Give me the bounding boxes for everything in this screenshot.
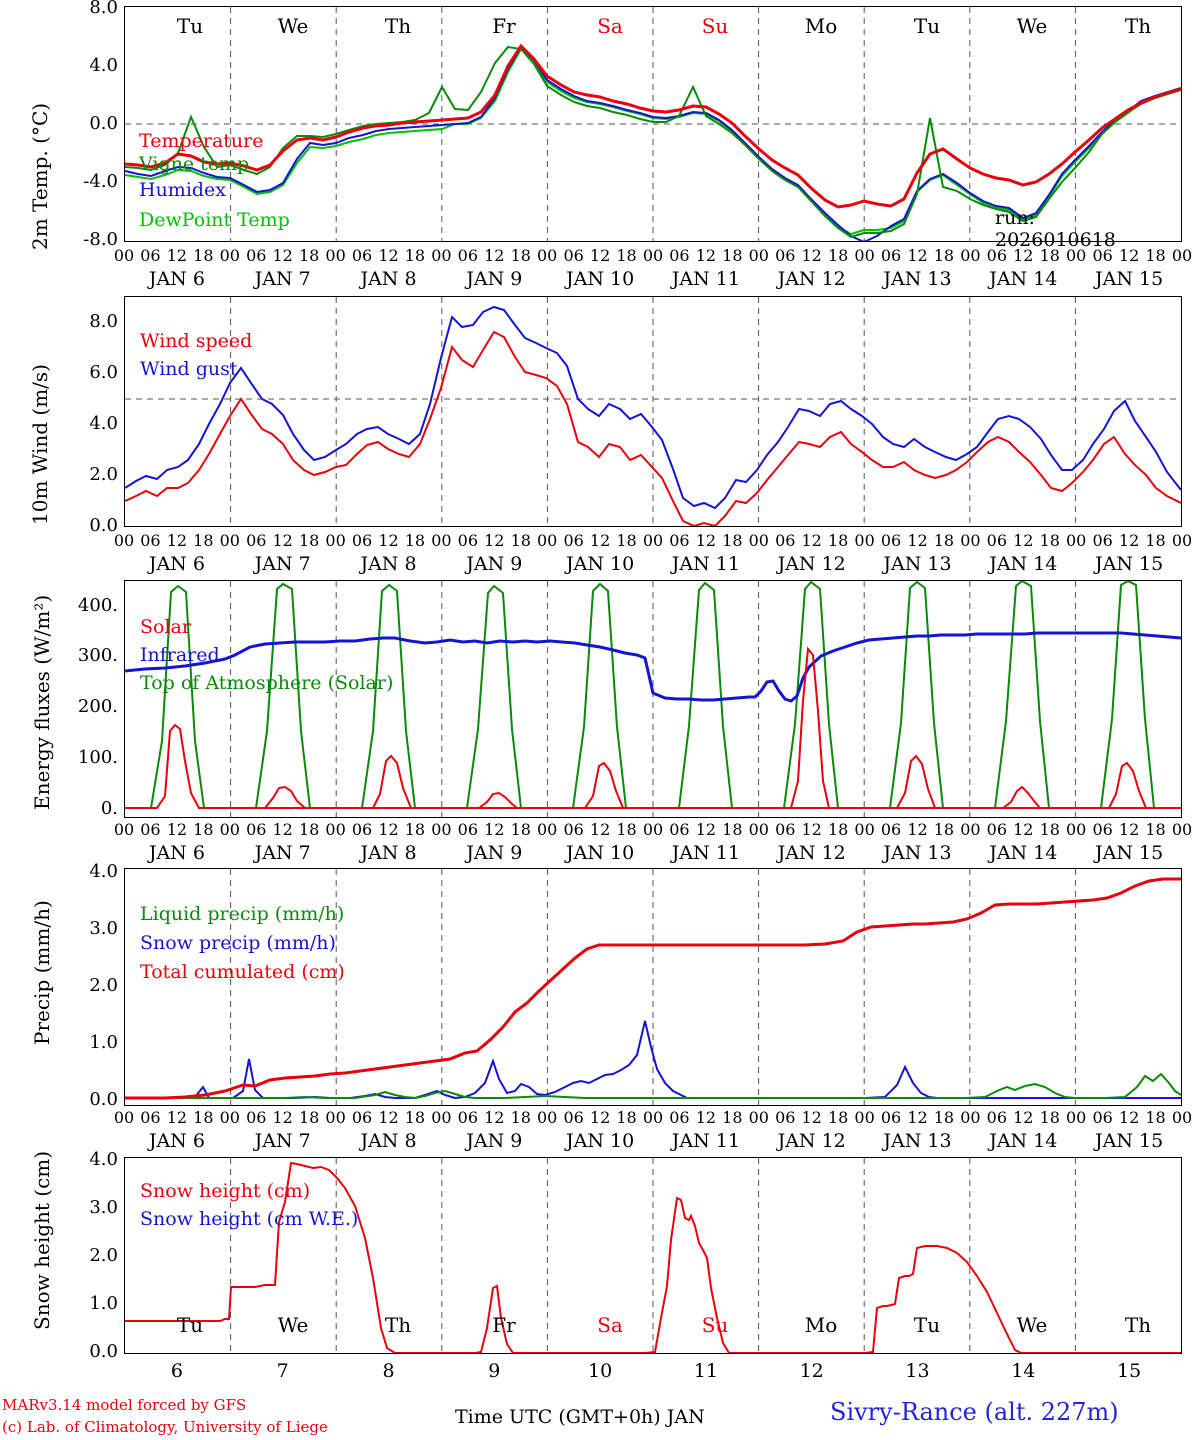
xtick-date: JAN 14	[989, 268, 1058, 290]
xtick-hour: 06	[880, 246, 902, 265]
xtick-date: JAN 11	[671, 268, 740, 290]
axis-label-snow-height: Snow height (cm)	[30, 1150, 54, 1330]
xtick-date: JAN 12	[777, 268, 846, 290]
xtick-day-number: 15	[1117, 1360, 1142, 1382]
xtick-hour: 06	[246, 531, 267, 550]
xtick-date: JAN 7	[254, 553, 311, 575]
legend-snow-height: Snow height (cm)	[140, 1180, 311, 1202]
xtick-hour: 06	[986, 246, 1008, 265]
xtick-hour: 06	[1092, 246, 1113, 265]
xtick-hour: 00	[325, 820, 346, 839]
xtick-hour: 06	[669, 1108, 690, 1127]
xtick-hour: 00	[537, 246, 558, 265]
ytick-energy-200: 200.	[77, 696, 118, 717]
xtick-hour: 00	[537, 820, 558, 839]
xtick-hour: 18	[404, 246, 426, 265]
inner-day-label-sa-1: Sa	[597, 1313, 623, 1337]
xtick-hour: 18	[193, 820, 214, 839]
xtick-hour: 00	[113, 531, 135, 550]
ytick-wind-6: 6.0	[89, 362, 118, 383]
xtick-hour: 18	[404, 820, 426, 839]
xtick-date: JAN 7	[254, 268, 311, 290]
xtick-hour: 06	[880, 820, 902, 839]
xtick-hour: 12	[1118, 820, 1140, 839]
xtick-hour: 18	[1039, 531, 1060, 550]
xtick-hour: 00	[1066, 820, 1087, 839]
xtick-date: JAN 15	[1095, 553, 1164, 575]
axis-label-temperature: 2m Temp. (°C)	[28, 102, 52, 250]
xtick-hour: 00	[748, 246, 769, 265]
xtick-hour: 18	[933, 246, 955, 265]
xtick-hour: 12	[695, 1108, 717, 1127]
xtick-hour: 18	[298, 246, 320, 265]
legend-temperature: Temperature	[139, 130, 264, 152]
xtick-day-number: 9	[488, 1360, 501, 1382]
axis-label-precip: Precip (mm/h)	[30, 900, 54, 1045]
xtick-hour: 12	[907, 820, 928, 839]
xtick-hour: 06	[351, 246, 373, 265]
xtick-hour: 12	[1013, 246, 1034, 265]
xtick-hour: 12	[801, 1108, 822, 1127]
ytick-precip-3: 3.0	[89, 918, 118, 939]
xtick-day-number: 6	[170, 1360, 183, 1382]
xtick-hour: 12	[378, 1108, 399, 1127]
ytick-precip-2: 2.0	[89, 975, 118, 996]
day-label-tu-2: Tu	[913, 14, 941, 38]
xtick-hour: 00	[1171, 246, 1193, 265]
ytick-energy-400: 400.	[77, 595, 118, 616]
ytick-wind-8: 8.0	[89, 311, 118, 332]
xtick-hour: 00	[642, 246, 664, 265]
xtick-hour: 06	[351, 820, 373, 839]
xtick-hour: 12	[589, 246, 611, 265]
xtick-hour: 18	[404, 1108, 426, 1127]
ytick-wind-2: 2.0	[89, 464, 118, 485]
xtick-hour: 00	[219, 531, 240, 550]
xtick-hour: 06	[457, 1108, 479, 1127]
xtick-hour: 06	[986, 531, 1008, 550]
xtick-hour: 00	[113, 246, 135, 265]
xtick-hour: 18	[933, 820, 955, 839]
xtick-day-number: 12	[799, 1360, 824, 1382]
ytick-wind-0: 0.0	[89, 515, 118, 536]
ytick-snow-2: 2.0	[89, 1245, 118, 1266]
axis-label-energy: Energy fluxes (W/m²)	[30, 594, 54, 810]
xtick-date: JAN 14	[989, 1130, 1058, 1152]
xtick-date: JAN 13	[883, 553, 952, 575]
xtick-hour: 00	[854, 1108, 875, 1127]
xtick-day-number: 10	[588, 1360, 613, 1382]
inner-day-label-su-1: Su	[701, 1313, 729, 1337]
xtick-hour: 12	[166, 531, 188, 550]
day-label-su-1: Su	[701, 14, 729, 38]
xtick-date: JAN 14	[989, 842, 1058, 864]
xtick-hour: 00	[1171, 820, 1193, 839]
xtick-hour: 00	[960, 820, 981, 839]
xtick-hour: 12	[1118, 531, 1140, 550]
run-label: run: 2026010618	[995, 207, 1116, 251]
xtick-day-number: 13	[905, 1360, 930, 1382]
xtick-date: JAN 6	[148, 842, 205, 864]
xtick-hour: 00	[854, 246, 875, 265]
xtick-hour: 18	[298, 820, 320, 839]
xtick-date: JAN 15	[1095, 268, 1164, 290]
inner-day-label-tu-2: Tu	[913, 1313, 941, 1337]
xtick-hour: 12	[695, 531, 717, 550]
xtick-hour: 00	[219, 1108, 240, 1127]
xtick-hour: 00	[113, 820, 135, 839]
xtick-date: JAN 6	[148, 1130, 205, 1152]
day-label-th-1: Th	[384, 14, 412, 38]
legend-vigne-temp: Vigne temp	[139, 153, 250, 175]
xtick-hour: 00	[325, 246, 346, 265]
xtick-hour: 00	[431, 246, 452, 265]
xtick-hour: 00	[1066, 246, 1087, 265]
xtick-hour: 18	[193, 1108, 214, 1127]
xtick-hour: 06	[246, 820, 267, 839]
xtick-date: JAN 9	[466, 1130, 523, 1152]
xtick-hour: 12	[589, 531, 611, 550]
ytick-energy-100: 100.	[77, 747, 118, 768]
xtick-hour: 06	[140, 246, 161, 265]
xtick-date: JAN 8	[360, 268, 417, 290]
plot-energy	[124, 580, 1182, 818]
xtick-hour: 00	[1171, 531, 1193, 550]
xtick-hour: 18	[933, 1108, 955, 1127]
inner-day-label-fr-1: Fr	[492, 1313, 516, 1337]
xtick-hour: 00	[325, 531, 346, 550]
ytick-temp-8: 8.0	[89, 0, 118, 18]
xtick-hour: 00	[1066, 1108, 1087, 1127]
xtick-hour: 18	[933, 531, 955, 550]
day-label-tu-1: Tu	[176, 14, 204, 38]
ytick-snow-1: 1.0	[89, 1293, 118, 1314]
ytick-energy-300: 300.	[77, 645, 118, 666]
xtick-hour: 06	[140, 820, 161, 839]
xtick-hour: 18	[1039, 246, 1060, 265]
legend-humidex: Humidex	[139, 179, 227, 201]
xtick-date: JAN 10	[566, 553, 635, 575]
xtick-hour: 12	[907, 1108, 928, 1127]
xtick-date: JAN 7	[254, 842, 311, 864]
xtick-hour: 06	[1092, 820, 1113, 839]
legend-solar: Solar	[140, 616, 191, 638]
legend-infrared: Infrared	[140, 644, 220, 666]
xtick-hour: 00	[537, 1108, 558, 1127]
xtick-hour: 12	[272, 820, 293, 839]
xtick-hour: 06	[563, 246, 584, 265]
xtick-date: JAN 12	[777, 1130, 846, 1152]
ytick-temp-0: 0.0	[89, 113, 118, 134]
xtick-date: JAN 13	[883, 1130, 952, 1152]
xtick-hour: 06	[140, 1108, 161, 1127]
xtick-hour: 06	[986, 820, 1008, 839]
ytick-snow-4: 4.0	[89, 1149, 118, 1170]
xtick-hour: 06	[246, 246, 267, 265]
xtick-hour: 12	[1118, 1108, 1140, 1127]
inner-day-label-th-1: Th	[384, 1313, 412, 1337]
xtick-hour: 18	[298, 1108, 320, 1127]
xtick-hour: 06	[669, 246, 690, 265]
xtick-hour: 18	[722, 531, 743, 550]
xtick-hour: 00	[219, 246, 240, 265]
xtick-date: JAN 10	[566, 842, 635, 864]
xtick-hour: 12	[378, 531, 399, 550]
xtick-hour: 12	[166, 1108, 188, 1127]
xtick-date: JAN 7	[254, 1130, 311, 1152]
xtick-hour: 18	[1145, 246, 1166, 265]
xtick-hour: 18	[827, 531, 849, 550]
xtick-hour: 00	[1171, 1108, 1193, 1127]
xtick-hour: 06	[1092, 531, 1113, 550]
xtick-hour: 12	[801, 820, 822, 839]
xtick-hour: 18	[616, 820, 637, 839]
xtick-hour: 18	[510, 531, 531, 550]
xtick-hour: 18	[193, 531, 214, 550]
xtick-hour: 00	[960, 531, 981, 550]
xtick-hour: 12	[272, 531, 293, 550]
xtick-hour: 00	[854, 531, 875, 550]
xtick-hour: 12	[907, 246, 928, 265]
plot-wind-svg	[125, 297, 1181, 526]
legend-snow-height-we: Snow height (cm W.E.)	[140, 1208, 359, 1230]
xtick-hour: 12	[695, 820, 717, 839]
xtick-date: JAN 8	[360, 553, 417, 575]
legend-total-cumulated: Total cumulated (cm)	[140, 961, 345, 983]
xtick-hour: 18	[827, 1108, 849, 1127]
legend-wind-speed: Wind speed	[140, 330, 253, 352]
xtick-hour: 00	[748, 1108, 769, 1127]
legend-liquid-precip: Liquid precip (mm/h)	[140, 903, 345, 925]
xtick-hour: 18	[1145, 820, 1166, 839]
ytick-temp-m4: -4.0	[83, 171, 118, 192]
legend-top-of-atmosphere: Top of Atmosphere (Solar)	[140, 672, 394, 694]
inner-day-label-mo-1: Mo	[804, 1313, 838, 1337]
ytick-energy-0: 0.	[100, 798, 118, 819]
xtick-hour: 18	[193, 246, 214, 265]
xtick-date: JAN 15	[1095, 1130, 1164, 1152]
day-label-th-2: Th	[1124, 14, 1152, 38]
xtick-hour: 00	[748, 531, 769, 550]
xtick-hour: 12	[272, 246, 293, 265]
xtick-hour: 18	[722, 246, 743, 265]
xtick-hour: 12	[907, 531, 928, 550]
xtick-hour: 06	[246, 1108, 267, 1127]
xtick-hour: 18	[827, 246, 849, 265]
xtick-date: JAN 13	[883, 268, 952, 290]
xtick-hour: 06	[775, 820, 796, 839]
xtick-hour: 12	[484, 531, 505, 550]
xtick-hour: 12	[166, 246, 188, 265]
xtick-hour: 06	[880, 1108, 902, 1127]
xtick-date: JAN 15	[1095, 842, 1164, 864]
xtick-hour: 12	[589, 1108, 611, 1127]
xtick-hour: 00	[854, 820, 875, 839]
xtick-hour: 18	[722, 1108, 743, 1127]
xtick-hour: 12	[272, 1108, 293, 1127]
inner-day-label-we-1: We	[277, 1313, 309, 1337]
footer-model-credit-line2: (c) Lab. of Climatology, University of Liege	[2, 1418, 328, 1436]
xtick-day-number: 7	[276, 1360, 289, 1382]
xtick-hour: 12	[589, 820, 611, 839]
xtick-hour: 06	[457, 246, 479, 265]
xtick-hour: 12	[378, 820, 399, 839]
xtick-date: JAN 8	[360, 842, 417, 864]
xtick-date: JAN 12	[777, 553, 846, 575]
ytick-temp-4: 4.0	[89, 55, 118, 76]
xtick-hour: 18	[510, 246, 531, 265]
legend-snow-precip: Snow precip (mm/h)	[140, 932, 336, 954]
xtick-hour: 06	[669, 531, 690, 550]
xtick-hour: 12	[1013, 1108, 1034, 1127]
xtick-hour: 18	[1145, 1108, 1166, 1127]
xtick-hour: 00	[642, 820, 664, 839]
xtick-hour: 00	[325, 1108, 346, 1127]
ytick-wind-4: 4.0	[89, 413, 118, 434]
xtick-date: JAN 9	[466, 553, 523, 575]
day-label-we-2: We	[1016, 14, 1048, 38]
inner-day-label-th-2: Th	[1124, 1313, 1152, 1337]
xtick-hour: 12	[801, 531, 822, 550]
ytick-precip-1: 1.0	[89, 1032, 118, 1053]
plot-wind	[124, 296, 1182, 527]
xtick-hour: 06	[351, 531, 373, 550]
footer-model-credit-line1: MARv3.14 model forced by GFS	[2, 1396, 247, 1414]
xtick-hour: 06	[563, 1108, 584, 1127]
xtick-date: JAN 6	[148, 268, 205, 290]
legend-wind-gust: Wind gust	[140, 358, 238, 380]
xtick-date: JAN 13	[883, 842, 952, 864]
xtick-hour: 18	[827, 820, 849, 839]
day-label-sa-1: Sa	[597, 14, 623, 38]
ytick-precip-4: 4.0	[89, 861, 118, 882]
xtick-hour: 18	[510, 1108, 531, 1127]
xtick-hour: 18	[616, 1108, 637, 1127]
inner-day-label-we-2: We	[1016, 1313, 1048, 1337]
xtick-hour: 00	[219, 820, 240, 839]
xtick-hour: 18	[1145, 531, 1166, 550]
xtick-date: JAN 12	[777, 842, 846, 864]
xtick-hour: 18	[616, 246, 637, 265]
xtick-date: JAN 11	[671, 842, 740, 864]
xtick-hour: 06	[457, 531, 479, 550]
xtick-hour: 12	[695, 246, 717, 265]
xtick-hour: 06	[775, 1108, 796, 1127]
xtick-hour: 00	[960, 1108, 981, 1127]
xtick-day-number: 11	[693, 1360, 718, 1382]
xtick-hour: 12	[484, 1108, 505, 1127]
xtick-day-number: 8	[382, 1360, 395, 1382]
xtick-date: JAN 11	[671, 1130, 740, 1152]
xtick-date: JAN 14	[989, 553, 1058, 575]
xtick-hour: 00	[960, 246, 981, 265]
plot-temperature-svg	[125, 7, 1181, 241]
xtick-hour: 06	[351, 1108, 373, 1127]
xtick-hour: 06	[775, 531, 796, 550]
xtick-hour: 12	[484, 820, 505, 839]
xtick-hour: 18	[404, 531, 426, 550]
xtick-hour: 00	[113, 1108, 135, 1127]
xtick-hour: 18	[722, 820, 743, 839]
footer-time-axis-label: Time UTC (GMT+0h) JAN	[455, 1406, 705, 1428]
ytick-temp-m8: -8.0	[83, 229, 118, 250]
day-label-we-1: We	[277, 14, 309, 38]
xtick-hour: 12	[1013, 820, 1034, 839]
xtick-hour: 06	[140, 531, 161, 550]
xtick-hour: 00	[537, 531, 558, 550]
xtick-hour: 00	[642, 1108, 664, 1127]
xtick-hour: 12	[801, 246, 822, 265]
xtick-hour: 00	[748, 820, 769, 839]
xtick-date: JAN 8	[360, 1130, 417, 1152]
xtick-hour: 06	[880, 531, 902, 550]
day-label-mo-1: Mo	[804, 14, 838, 38]
xtick-date: JAN 9	[466, 268, 523, 290]
xtick-hour: 06	[563, 820, 584, 839]
xtick-hour: 00	[431, 531, 452, 550]
xtick-hour: 12	[166, 820, 188, 839]
xtick-hour: 12	[1118, 246, 1140, 265]
inner-day-label-tu-1: Tu	[176, 1313, 204, 1337]
xtick-hour: 00	[431, 1108, 452, 1127]
axis-label-wind: 10m Wind (m/s)	[28, 364, 52, 525]
xtick-hour: 12	[484, 246, 505, 265]
plot-energy-svg	[125, 581, 1181, 817]
xtick-hour: 12	[1013, 531, 1034, 550]
xtick-hour: 18	[298, 531, 320, 550]
xtick-hour: 00	[642, 531, 664, 550]
xtick-hour: 18	[616, 531, 637, 550]
day-label-fr-1: Fr	[492, 14, 516, 38]
xtick-hour: 18	[1039, 1108, 1060, 1127]
xtick-day-number: 14	[1011, 1360, 1036, 1382]
xtick-hour: 06	[775, 246, 796, 265]
xtick-date: JAN 10	[566, 268, 635, 290]
xtick-date: JAN 11	[671, 553, 740, 575]
ytick-snow-0: 0.0	[89, 1341, 118, 1362]
xtick-date: JAN 10	[566, 1130, 635, 1152]
ytick-snow-3: 3.0	[89, 1197, 118, 1218]
xtick-hour: 06	[669, 820, 690, 839]
xtick-hour: 00	[1066, 531, 1087, 550]
xtick-date: JAN 6	[148, 553, 205, 575]
legend-dewpoint-temp: DewPoint Temp	[139, 209, 290, 231]
xtick-hour: 18	[1039, 820, 1060, 839]
xtick-date: JAN 9	[466, 842, 523, 864]
xtick-hour: 06	[563, 531, 584, 550]
xtick-hour: 12	[378, 246, 399, 265]
xtick-hour: 06	[1092, 1108, 1113, 1127]
xtick-hour: 00	[431, 820, 452, 839]
footer-station-name: Sivry-Rance (alt. 227m)	[830, 1398, 1119, 1426]
xtick-hour: 06	[457, 820, 479, 839]
xtick-hour: 06	[986, 1108, 1008, 1127]
ytick-precip-0: 0.0	[89, 1089, 118, 1110]
xtick-hour: 18	[510, 820, 531, 839]
